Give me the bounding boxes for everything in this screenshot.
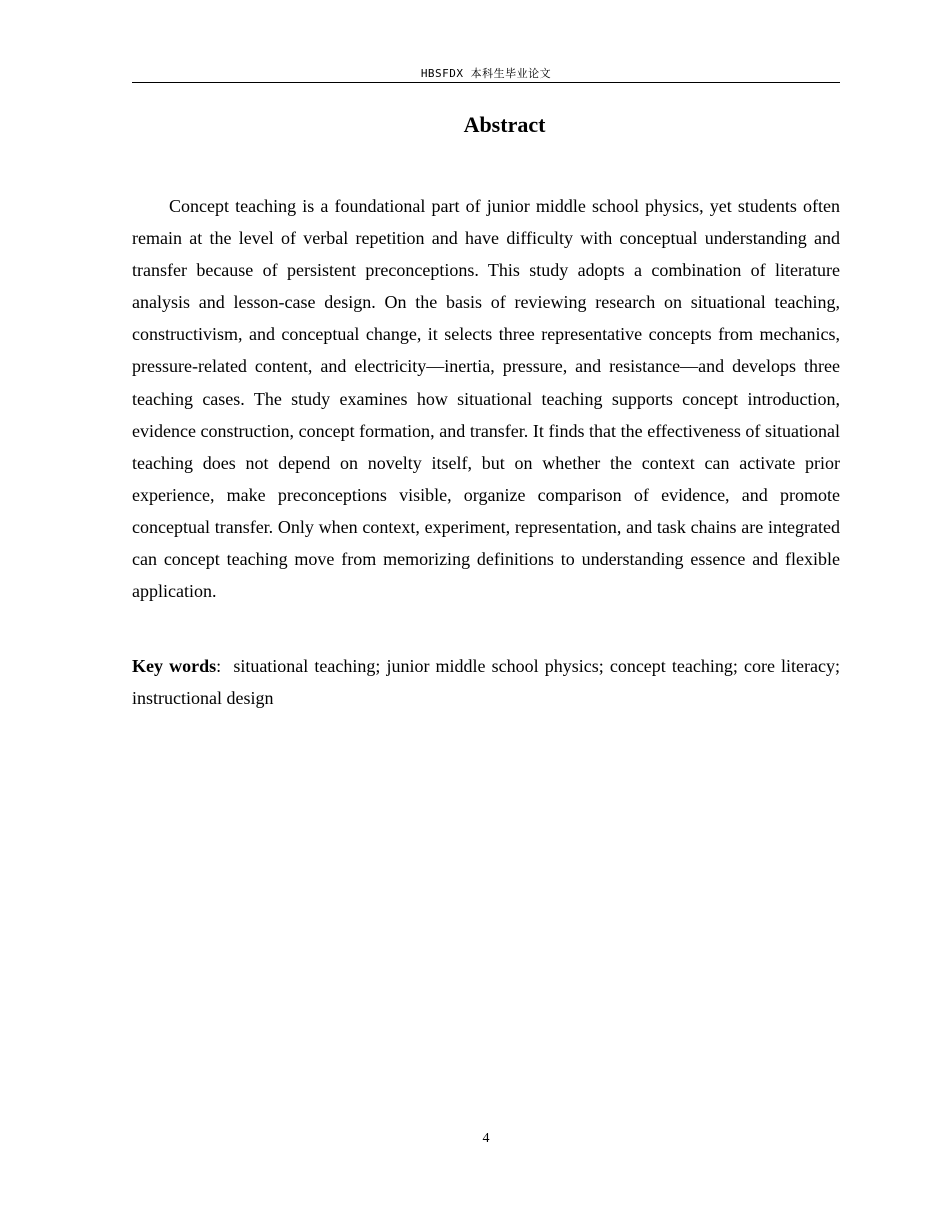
keywords-text: situational teaching; junior middle school physics; concept teaching; core literacy; instructional design — [132, 656, 841, 708]
page-number: 4 — [482, 1131, 490, 1146]
running-header — [132, 66, 840, 83]
running-header-title: HBSFDX 本科生毕业论文 — [420, 67, 552, 80]
abstract-body: Concept teaching is a foundational part of junior middle school physics, yet students often remain at the level of verbal repetition and have difficulty with conceptual understanding and transfer because of persistent preconceptions. This study adopts a combination of literature analysis and lesson-case design. On the basis of reviewing research on situational teaching, constructivism, and conceptual change, it selects three representative concepts from mechanics, pressure-related content, and electricity—inertia, pressure, and resistance—and develops three teaching cases. The study examines how situational teaching supports concept introduction, evidence construction, concept formation, and transfer. It finds that the effectiveness of situational teaching does not depend on novelty itself, but on whether the context can activate prior experience, make preconceptions visible, organize comparison of evidence, and promote conceptual transfer. Only when context, experiment, representation, and task chains are integrated can concept teaching move from memorizing definitions to understanding essence and flexible application. — [132, 196, 840, 602]
keywords-separator: : — [216, 656, 222, 676]
keywords-paragraph — [132, 650, 840, 714]
abstract-title: Abstract — [463, 112, 546, 137]
keywords-label: Key words — [132, 656, 217, 676]
